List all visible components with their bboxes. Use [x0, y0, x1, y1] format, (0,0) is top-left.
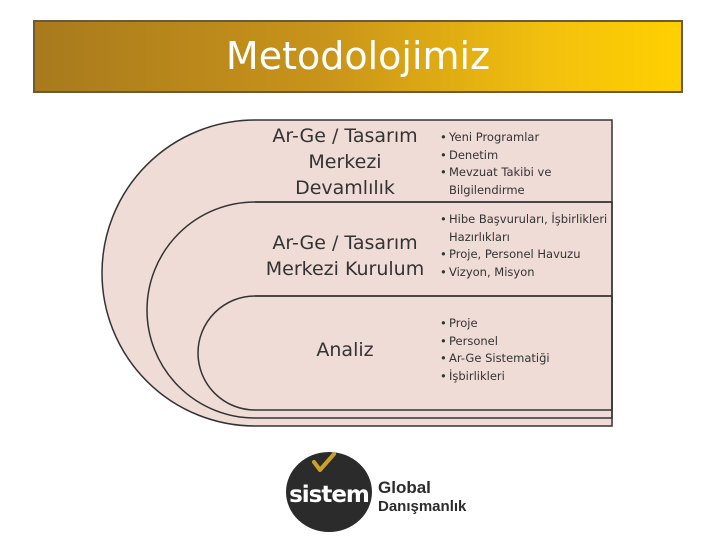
logo-line2: Danışmanlık [378, 498, 467, 515]
list-item: • Mevzuat Takibi ve Bilgilendirme [440, 164, 608, 199]
list-item: • İşbirlikleri [440, 368, 608, 386]
list-item: • Hibe Başvuruları, İşbirlikleri Hazırlıkları [440, 211, 612, 246]
logo-mark [284, 448, 374, 536]
logo-wordmark: sistem [289, 482, 369, 508]
list-item: • Vizyon, Misyon [440, 264, 612, 282]
logo-line1: Global [378, 478, 431, 497]
list-item: • Personel [440, 333, 608, 351]
list-item: • Proje [440, 315, 608, 333]
level-1-label: Ar-Ge / Tasarım Merkezi Devamlılık [272, 125, 418, 199]
level-2-bullets [440, 211, 612, 281]
list-item: • Denetim [440, 147, 608, 165]
sistem-logo [284, 448, 474, 536]
level-3-bullets [440, 315, 608, 385]
list-item: • Proje, Personel Havuzu [440, 246, 612, 264]
level-3-label: Analiz [316, 339, 374, 361]
list-item: • Yeni Programlar [440, 129, 608, 147]
level-1-bullets [440, 129, 608, 199]
level-2-label: Ar-Ge / Tasarım Merkezi Kurulum [265, 232, 425, 280]
list-item: • Ar-Ge Sistematiği [440, 350, 608, 368]
slide-title: Metodolojimiz [225, 34, 491, 78]
